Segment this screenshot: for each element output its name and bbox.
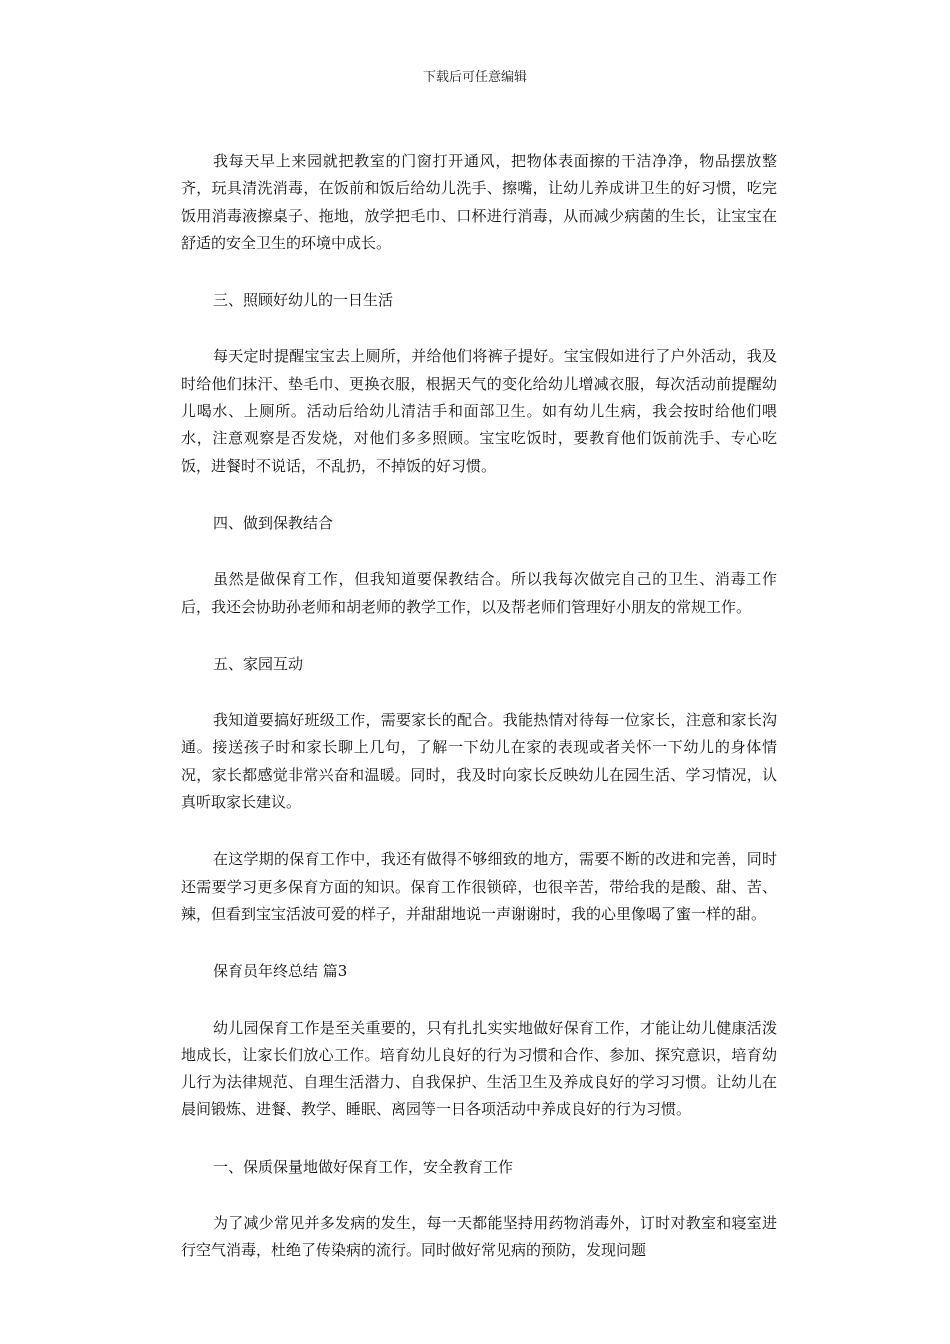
paragraph-care-education: 虽然是做保育工作，但我知道要保教结合。所以我每次做完自己的卫生、消毒工作后，我还会协助孙老师和胡老师的教学工作，以及帮老师们管理好小朋友的常规工作。 xyxy=(181,570,777,616)
section-heading-home-school: 五、家园互动 xyxy=(213,654,304,673)
paragraph-daily-care: 每天定时提醒宝宝去上厕所，并给他们将裤子提好。宝宝假如进行了户外活动，我及时给他们抹汗、垫毛巾、更换衣服，根据天气的变化给幼儿增减衣服，每次活动前提醒幼儿喝水、上厕所。活动后给幼儿清洁手和面部卫生。如有幼儿生病，我会按时给他们喂水，注意观察是否发烧，对他们多多照顾。宝宝吃饭时，要教育他们饭前洗手、专心吃饭，进餐时不说话，不乱扔，不掉饭的好习惯。 xyxy=(181,347,777,475)
section-heading-care-education: 四、做到保教结合 xyxy=(213,513,334,532)
section-heading-daily-care: 三、照顾好幼儿的一日生活 xyxy=(213,291,394,310)
paragraph-intro-part3: 幼儿园保育工作是至关重要的，只有扎扎实实地做好保育工作，才能让幼儿健康活泼地成长，让家长们放心工作。培育幼儿良好的行为习惯和合作、参加、探究意识，培育幼儿行为法律规范、自理生活潜力、自我保护、生活卫生及养成良好的学习习惯。让幼儿在晨间锻炼、进餐、教学、睡眠、离园等一日各项活动中养成良好的行为习惯。 xyxy=(181,1018,777,1119)
paragraph-safety: 为了减少常见并多发病的发生，每一天都能坚持用药物消毒外，订时对教室和寝室进行空气消毒，杜绝了传染病的流行。同时做好常见病的预防，发现问题 xyxy=(181,1214,777,1260)
page-header: 下载后可任意编辑 xyxy=(422,70,527,85)
paragraph-home-school: 我知道要搞好班级工作，需要家长的配合。我能热情对待每一位家长，注意和家长沟通。接送孩子时和家长聊上几句，了解一下幼儿在家的表现或者关怀一下幼儿的身体情况，家长都感觉非常兴奋和温暖。同时，我及时向家长反映幼儿在园生活、学习情况，认真听取家长建议。 xyxy=(181,711,777,812)
section-heading-safety: 一、保质保量地做好保育工作，安全教育工作 xyxy=(213,1157,514,1176)
document-body xyxy=(181,148,777,1295)
paragraph-reflection: 在这学期的保育工作中，我还有做得不够细致的地方，需要不断的改进和完善，同时还需要学习更多保育方面的知识。保育工作很锁碎，也很辛苦，带给我的是酸、甜、苦、辣，但看到宝宝活波可爱的样子，并甜甜地说一声谢谢时，我的心里像喝了蜜一样的甜。 xyxy=(181,850,777,923)
article-title-part3: 保育员年终总结 篇3 xyxy=(213,962,348,981)
paragraph-hygiene: 我每天早上来园就把教室的门窗打开通风，把物体表面擦的干洁净净，物品摆放整齐，玩具清洗消毒，在饭前和饭后给幼儿洗手、擦嘴，让幼儿养成讲卫生的好习惯，吃完饭用消毒液擦桌子、拖地，放学把毛巾、口杯进行消毒，从而减少病菌的生长，让宝宝在舒适的安全卫生的环境中成长。 xyxy=(181,152,777,252)
